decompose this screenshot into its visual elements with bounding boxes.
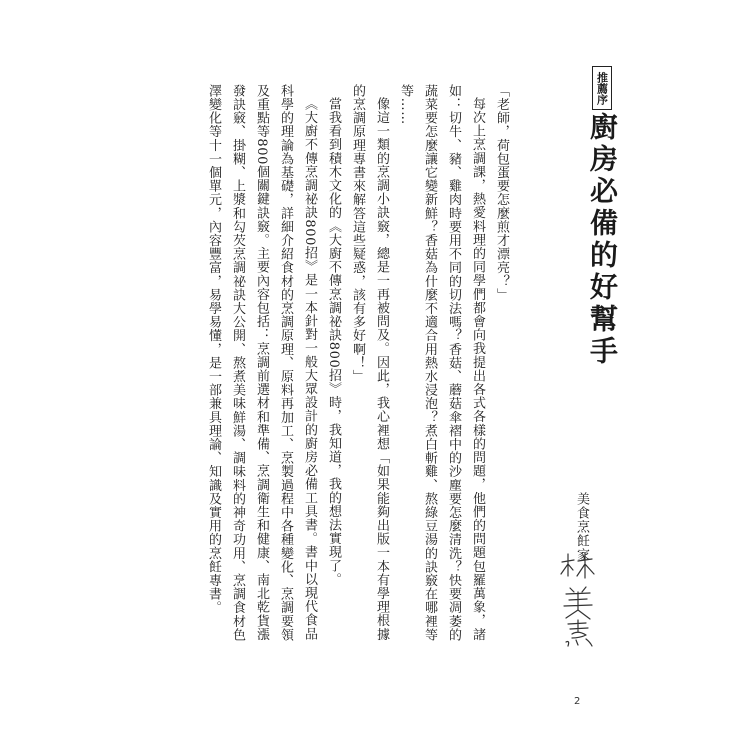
paragraph: 《大廚不傳烹調祕訣800招》是一本針對一般大眾設計的廚房必備工具書。書中以現代食品科學的理論為基礎，詳細介紹食材的烹調原理、原料再加工、烹製過程中各種變化、烹調要領及重點等800個關鍵訣竅。主要內容包括：烹調前選材和準備、烹調衛生和健康、南北乾貨漲發訣竅、掛糊、上漿和勾芡烹調祕訣大公開、熬煮美味鮮湯、調味料的神奇功用、烹調食材色澤變化等十一個單元，內容豐富，易學易懂，是一部兼具理論、知識及實用的烹飪專書。	[206, 84, 317, 642]
paragraph: 「老師，荷包蛋要怎麼煎才漂亮？」	[494, 84, 509, 302]
page-number: 2	[574, 696, 581, 707]
paragraph: 當我看到積木文化的《大廚不傳烹調祕訣800招》時，我知道，我的想法實現了。	[326, 97, 341, 587]
page-title: 廚房必備的好幫手	[586, 112, 619, 368]
author-byline: 美食烹飪家	[574, 492, 589, 562]
paragraph: 像這一類的烹調小訣竅，總是一再被問及。因此，我心裡想「如果能夠出版一本有學理根據的烹調原理專書來解答這些疑惑，該有多好啊！」	[350, 84, 389, 641]
article-body	[201, 84, 513, 644]
handwritten-signature	[556, 552, 602, 648]
section-label: 推薦序	[592, 66, 612, 110]
paragraph: 每次上烹調課，熱愛料理的同學們都會向我提出各式各樣的問題，他們的問題包羅萬象，諸如：切牛、豬、雞肉時要用不同的切法嗎？香菇、蘑菇傘褶中的沙塵要怎麼清洗？快要凋萎的蔬菜要怎麼讓它變新鮮？香菇為什麼不適合用熱水浸泡？煮白斬雞、熬綠豆湯的訣竅在哪裡等等……	[398, 84, 485, 642]
